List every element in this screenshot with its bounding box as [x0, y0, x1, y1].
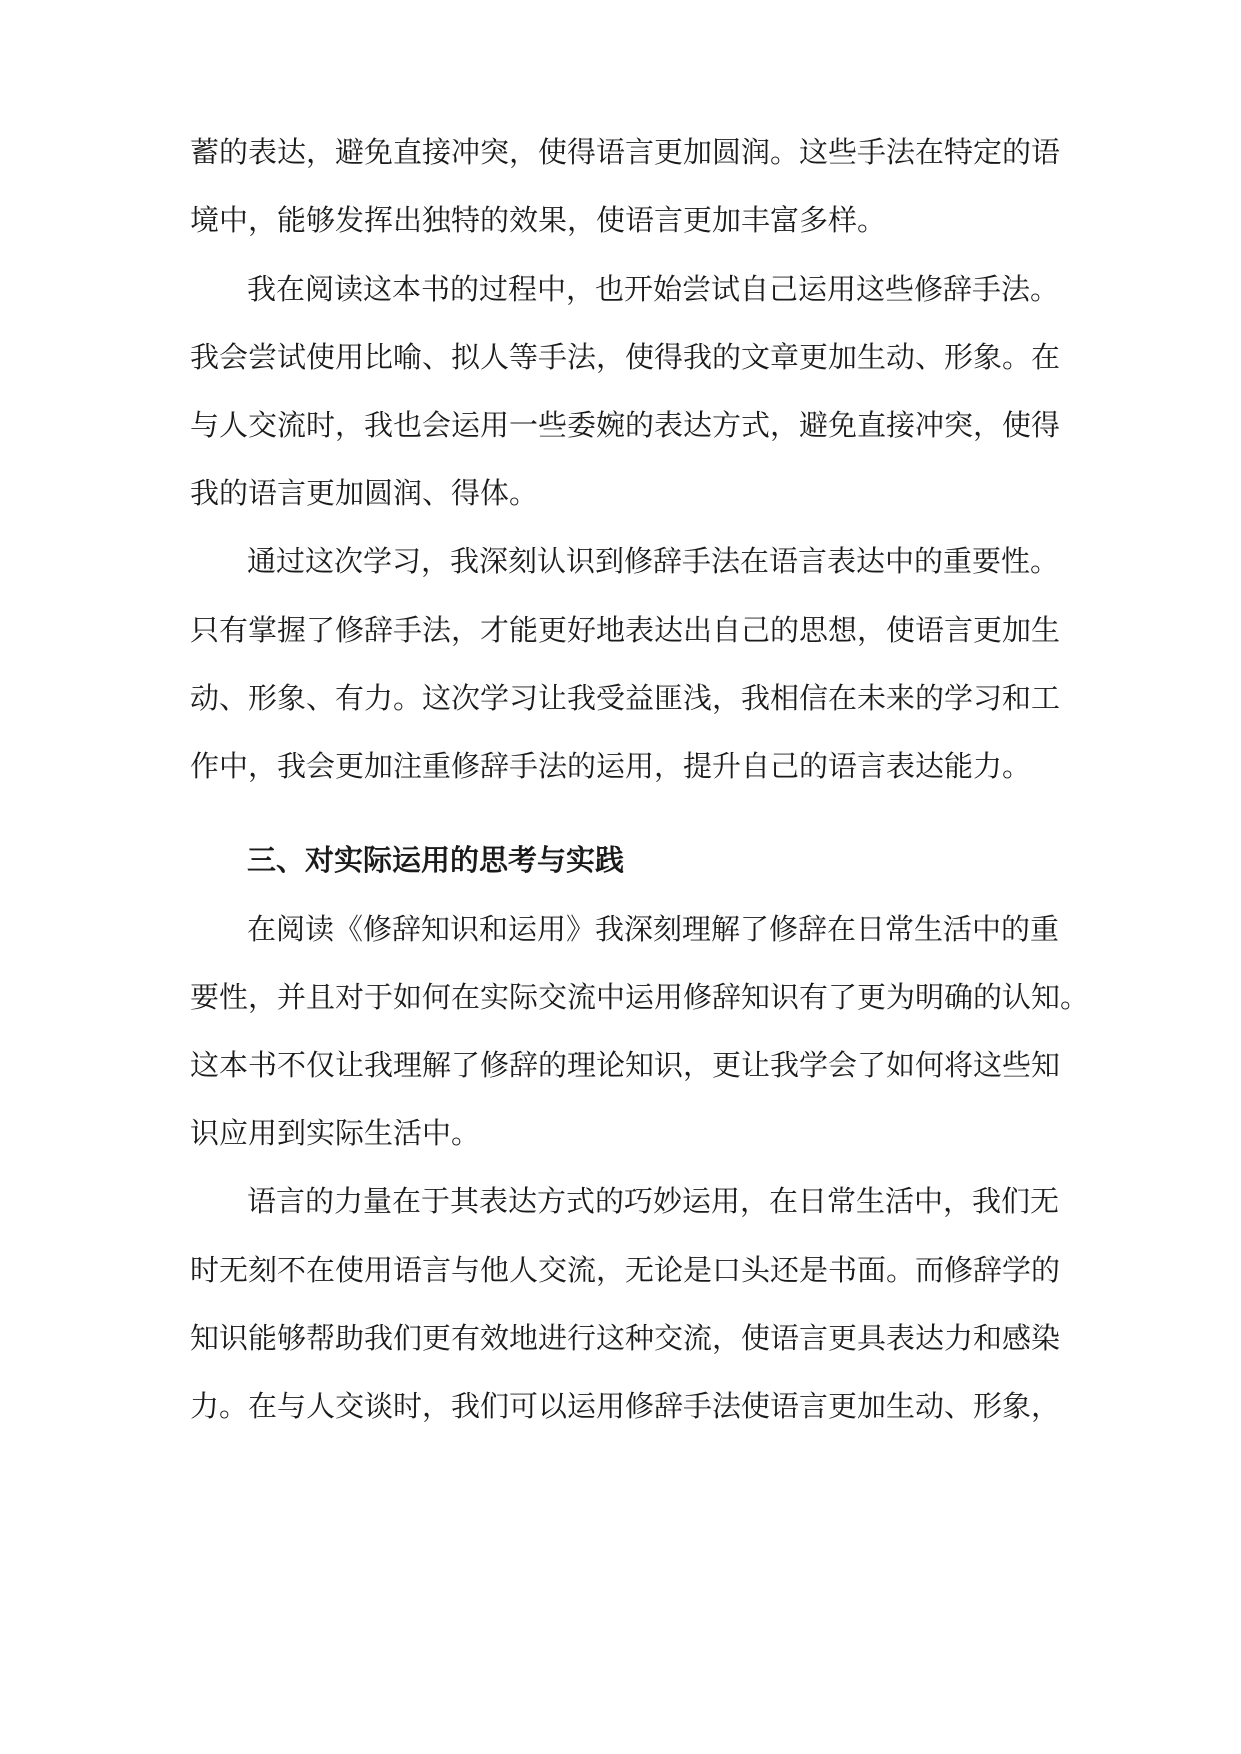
paragraph-line: 作中，我会更加注重修辞手法的运用，提升自己的语言表达能力。 — [190, 749, 1032, 783]
paragraph-line: 动、形象、有力。这次学习让我受益匪浅，我相信在未来的学习和工 — [190, 681, 1061, 715]
paragraph-line: 语言的力量在于其表达方式的巧妙运用，在日常生活中，我们无 — [247, 1184, 1060, 1218]
paragraph-line: 要性，并且对于如何在实际交流中运用修辞知识有了更为明确的认知。 — [190, 980, 1090, 1014]
paragraph-line: 知识能够帮助我们更有效地进行这种交流，使语言更具表达力和感染 — [190, 1321, 1061, 1355]
paragraph-line: 通过这次学习，我深刻认识到修辞手法在语言表达中的重要性。 — [247, 544, 1060, 578]
paragraph-line: 我在阅读这本书的过程中，也开始尝试自己运用这些修辞手法。 — [247, 272, 1060, 306]
section-heading: 三、对实际运用的思考与实践 — [247, 843, 625, 877]
paragraph-line: 这本书不仅让我理解了修辞的理论知识，更让我学会了如何将这些知 — [190, 1048, 1061, 1082]
paragraph-line: 在阅读《修辞知识和运用》我深刻理解了修辞在日常生活中的重 — [247, 912, 1060, 946]
paragraph-line: 与人交流时，我也会运用一些委婉的表达方式，避免直接冲突，使得 — [190, 408, 1061, 442]
paragraph-line: 只有掌握了修辞手法，才能更好地表达出自己的思想，使语言更加生 — [190, 613, 1061, 647]
paragraph-line: 识应用到实际生活中。 — [190, 1116, 481, 1150]
paragraph-line: 境中，能够发挥出独特的效果，使语言更加丰富多样。 — [190, 203, 887, 237]
paragraph-line: 力。在与人交谈时，我们可以运用修辞手法使语言更加生动、形象， — [190, 1389, 1061, 1423]
paragraph-line: 时无刻不在使用语言与他人交流，无论是口头还是书面。而修辞学的 — [190, 1253, 1061, 1287]
paragraph-line: 我的语言更加圆润、得体。 — [190, 476, 539, 510]
paragraph-line: 我会尝试使用比喻、拟人等手法，使得我的文章更加生动、形象。在 — [190, 340, 1061, 374]
paragraph-line: 蓄的表达，避免直接冲突，使得语言更加圆润。这些手法在特定的语 — [190, 135, 1061, 169]
